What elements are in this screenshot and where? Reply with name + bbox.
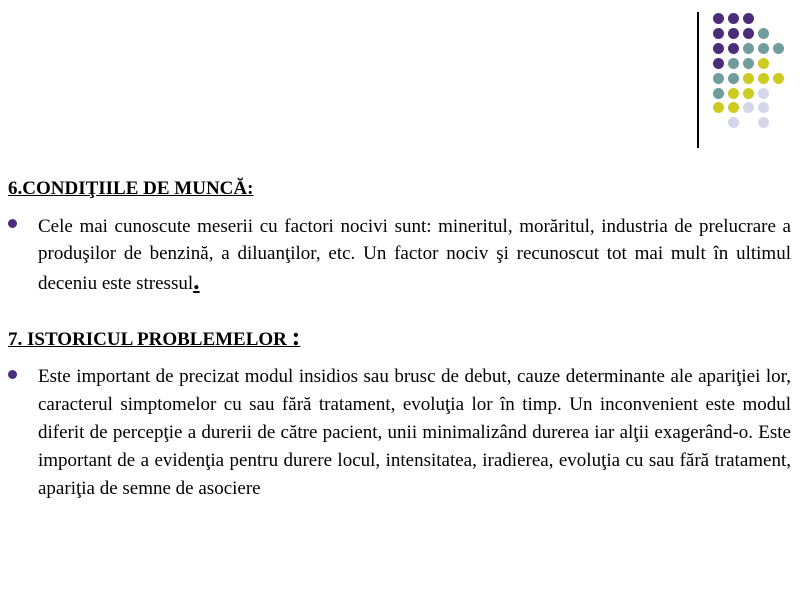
section-6-heading (8, 178, 253, 200)
section-7-heading-text: 7. ISTORICUL PROBLEMELOR (8, 329, 292, 350)
decorative-dot (758, 88, 769, 99)
decorative-dot (758, 117, 769, 128)
section-7-heading (8, 322, 300, 352)
decorative-dot (743, 43, 754, 54)
decorative-dot (773, 43, 784, 54)
decorative-dot (743, 73, 754, 84)
decorative-dot (758, 102, 769, 113)
section-6-paragraph (38, 213, 791, 297)
decorative-dot (758, 43, 769, 54)
decorative-dot (713, 13, 724, 24)
decorative-dot (728, 58, 739, 69)
decorative-dot (713, 43, 724, 54)
decorative-dot (713, 102, 724, 113)
decorative-dot (743, 13, 754, 24)
decorative-dot (758, 58, 769, 69)
decorative-dot (728, 43, 739, 54)
section-6-body-end: . (193, 266, 200, 295)
decorative-dot (713, 88, 724, 99)
section-7-body: Este important de precizat modul insidios sau brusc de debut, cauze determinante ale apariţiei lor, caracterul simptomelor cu sau fără tratament, evoluţia lor în timp. Un inconvenient este modul diferit de percepţie a durerii de către pacient, unii minimalizând durerea iar alţii exagerând-o. Este important de a evidenţia pentru durere locul, intensitatea, iradierea, evoluţia cu sau fără tratament, apariţia de semne de asociere (38, 366, 791, 499)
decorative-dot (728, 73, 739, 84)
decorative-dot (728, 13, 739, 24)
decorative-vertical-line (697, 12, 699, 148)
decorative-dot (758, 28, 769, 39)
decorative-dot (713, 58, 724, 69)
decorative-dot (728, 102, 739, 113)
section-7-paragraph (38, 363, 791, 503)
decorative-dot (713, 73, 724, 84)
decorative-dot (713, 28, 724, 39)
decorative-dot (728, 88, 739, 99)
decorative-dot (728, 117, 739, 128)
section-6-heading-text: 6.CONDIŢIILE DE MUNCĂ: (8, 178, 254, 199)
bullet-icon (8, 219, 17, 228)
decorative-dot (743, 58, 754, 69)
section-7-heading-colon: : (291, 322, 301, 351)
decorative-dot (743, 28, 754, 39)
decorative-dot (743, 88, 754, 99)
section-6-body: Cele mai cunoscute meserii cu factori nocivi sunt: mineritul, morăritul, industria de prelucrare a produşilor de benzină, a diluanţilor, etc. Un factor nociv şi recunoscut tot mai mult în ultimul deceniu este stressul (38, 216, 791, 294)
decorative-dot (728, 28, 739, 39)
decorative-dot (743, 102, 754, 113)
bullet-icon (8, 370, 17, 379)
decorative-dot (773, 73, 784, 84)
decorative-dot (758, 73, 769, 84)
